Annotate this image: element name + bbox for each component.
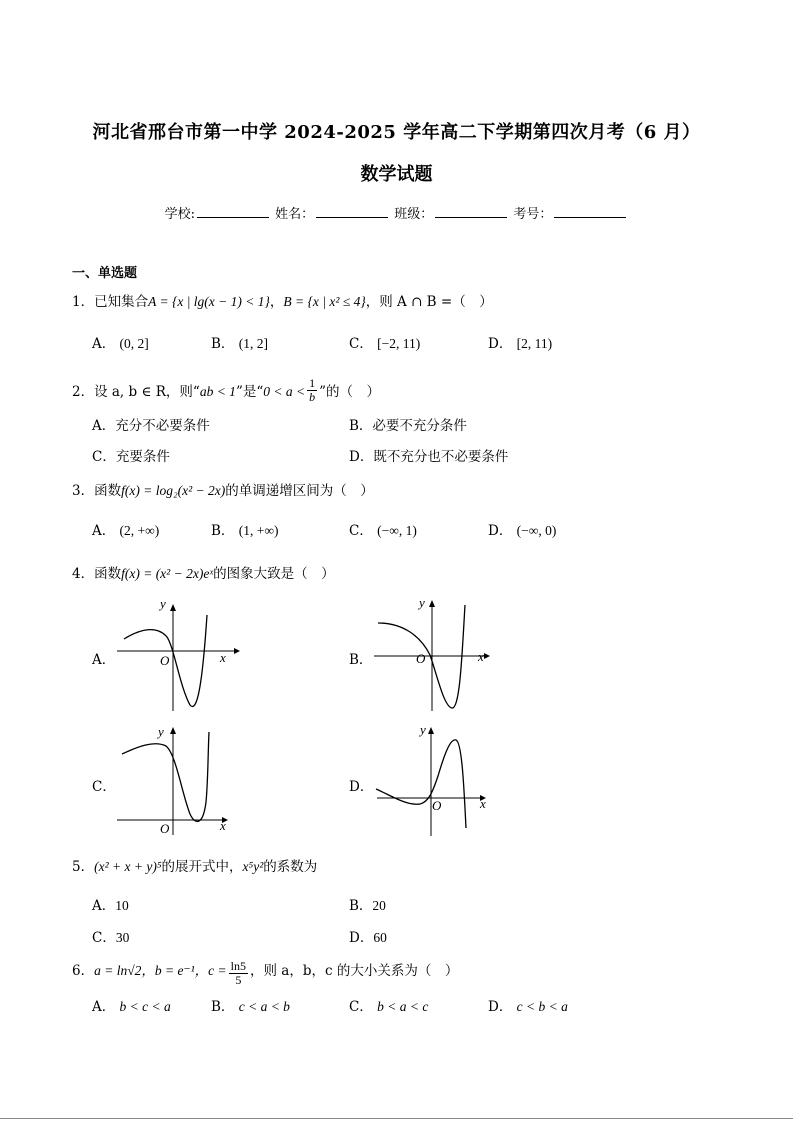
option-label: A． — [92, 898, 116, 914]
option-label: A． — [92, 418, 116, 434]
q4-graph-c[interactable] — [112, 722, 242, 838]
q3-option-c[interactable] — [349, 519, 417, 539]
curve — [122, 732, 209, 821]
option-value: (1, +∞) — [238, 523, 279, 538]
question-text: 设 a, b ∈ R，则“ — [94, 384, 200, 400]
option-label: D． — [488, 523, 513, 539]
option-value: [2, 11) — [516, 336, 553, 351]
question-text-end: 的图象大致是（ ） — [213, 566, 335, 582]
x-arrow — [484, 653, 490, 659]
q6-option-b[interactable] — [211, 995, 290, 1015]
question-number: 1． — [72, 294, 95, 310]
binomial-expression: (x² + x + y)⁵ — [94, 859, 162, 874]
option-label: A． — [92, 523, 116, 539]
question-5 — [72, 855, 317, 875]
q2-option-a[interactable] — [92, 414, 210, 434]
q5-option-b[interactable] — [349, 894, 386, 914]
option-value: (0, 2] — [119, 336, 149, 351]
y-arrow — [428, 727, 434, 734]
option-label: B． — [349, 898, 373, 914]
option-value: 既不充分也不必要条件 — [373, 449, 509, 465]
option-label: B． — [211, 999, 235, 1015]
question-number: 5． — [72, 859, 95, 875]
value-b: b = e⁻¹， — [154, 963, 209, 978]
name-label: 姓名： — [275, 207, 315, 222]
fraction-numerator: ln5 — [230, 959, 246, 973]
school-blank[interactable] — [197, 205, 269, 218]
question-text-end: ，则 a，b，c 的大小关系为（ ） — [249, 963, 459, 979]
y-label: y — [158, 724, 164, 739]
question-1 — [72, 290, 493, 310]
section-heading: 一、单选题 — [72, 266, 138, 281]
option-label: C． — [92, 930, 116, 946]
q1-option-c[interactable] — [349, 332, 420, 352]
q6-option-d[interactable] — [488, 995, 568, 1015]
q5-option-c[interactable] — [92, 926, 129, 946]
q6-option-a[interactable] — [92, 995, 171, 1015]
question-2 — [72, 376, 381, 406]
curve — [376, 740, 466, 828]
option-label: D． — [349, 449, 374, 465]
q5-option-d[interactable] — [349, 926, 387, 946]
option-value: 30 — [115, 930, 130, 945]
question-text-end: ，则 A ∩ B =（ ） — [365, 294, 493, 310]
y-label: y — [420, 722, 426, 737]
option-value: 必要不充分条件 — [372, 418, 467, 434]
condition-1: ab < 1 — [199, 384, 236, 399]
origin-label: O — [160, 821, 170, 836]
option-label: B． — [349, 418, 373, 434]
class-label: 班级： — [394, 207, 434, 222]
origin-label: O — [160, 653, 170, 668]
origin-label: O — [432, 798, 442, 813]
value-a: a = ln√2， — [94, 963, 155, 978]
number-label: 考号： — [513, 207, 553, 222]
question-3 — [72, 479, 374, 499]
page-title: 河北省邢台市第一中学 2024-2025 学年高二下学期第四次月考（6 月） — [92, 122, 701, 143]
option-value: (−∞, 1) — [377, 523, 417, 538]
option-label: C． — [349, 999, 373, 1015]
q6-option-c[interactable] — [349, 995, 428, 1015]
q4-option-a-label[interactable]: A． — [92, 652, 116, 668]
origin-label: O — [416, 651, 426, 666]
q3-option-b[interactable] — [211, 519, 278, 539]
question-text-end: 的系数为 — [263, 859, 318, 875]
q2-option-d[interactable] — [349, 445, 508, 465]
question-number: 6． — [72, 963, 95, 979]
option-value: b < c < a — [119, 999, 171, 1014]
question-text: 已知集合 — [94, 294, 149, 310]
option-label: B． — [211, 523, 235, 539]
option-label: A． — [92, 999, 116, 1015]
set-b: B = {x | x² ≤ 4} — [283, 294, 366, 309]
option-label: C． — [349, 336, 373, 352]
y-arrow — [170, 727, 176, 734]
value-c: c = — [208, 963, 227, 978]
function-expression: f(x) = (x² − 2x)eˣ — [121, 566, 214, 581]
x-label: x — [478, 649, 484, 664]
x-label: x — [220, 650, 226, 665]
number-blank[interactable] — [554, 205, 626, 218]
function-expression: f(x) = log₂(x² − 2x) — [121, 483, 226, 498]
school-label: 学校: — [164, 207, 195, 222]
q1-option-b[interactable] — [211, 332, 268, 352]
option-value: (−∞, 0) — [516, 523, 557, 538]
fraction-numerator: 1 — [309, 376, 316, 390]
option-value: 充分不必要条件 — [115, 418, 210, 434]
name-blank[interactable] — [316, 205, 388, 218]
class-blank[interactable] — [435, 205, 507, 218]
question-text: 的展开式中， — [161, 859, 243, 875]
option-value: (2, +∞) — [119, 523, 160, 538]
q2-option-b[interactable] — [349, 414, 467, 434]
y-label: y — [419, 595, 425, 610]
option-value: [−2, 11) — [377, 336, 421, 351]
q4-graph-a[interactable] — [112, 595, 242, 713]
x-arrow — [234, 648, 240, 654]
question-number: 3． — [72, 483, 95, 499]
question-text-end: ”的（ ） — [319, 384, 381, 400]
option-value: 60 — [373, 930, 387, 945]
question-number: 2． — [72, 384, 95, 400]
option-value: 20 — [372, 898, 386, 913]
question-number: 4． — [72, 566, 95, 582]
x-label: x — [480, 796, 486, 811]
set-a: A = {x | lg(x − 1) < 1} — [148, 294, 270, 309]
option-label: D． — [488, 336, 513, 352]
q4-option-c-label[interactable]: C． — [92, 779, 116, 795]
option-value: c < b < a — [516, 999, 568, 1014]
q3-option-a[interactable] — [92, 519, 159, 539]
option-value: 10 — [115, 898, 129, 913]
q1-option-a[interactable] — [92, 332, 149, 352]
q3-option-d[interactable] — [488, 519, 556, 539]
question-text-end: 的单调递增区间为（ ） — [225, 483, 374, 499]
option-label: C． — [349, 523, 373, 539]
separator: ， — [269, 294, 284, 310]
option-label: C． — [92, 449, 116, 465]
q4-option-b-label[interactable]: B． — [349, 652, 373, 668]
option-value: (1, 2] — [238, 336, 268, 351]
term: x⁵y² — [242, 859, 264, 874]
q4-graph-d[interactable] — [372, 718, 502, 838]
option-value: 充要条件 — [115, 449, 170, 465]
question-text: 函数 — [94, 566, 122, 582]
question-4 — [72, 562, 335, 582]
option-label: D． — [488, 999, 513, 1015]
condition-2: 0 < a < — [263, 384, 306, 399]
student-info-line — [0, 203, 793, 222]
page-bottom-divider — [0, 1118, 793, 1119]
fraction-ln5-over-5 — [229, 960, 248, 987]
option-label: A． — [92, 336, 116, 352]
y-label: y — [160, 596, 166, 611]
q5-option-a[interactable] — [92, 894, 129, 914]
option-label: B． — [211, 336, 235, 352]
q4-graph-b[interactable] — [372, 595, 502, 713]
q2-option-c[interactable] — [92, 445, 170, 465]
option-value: c < a < b — [238, 999, 290, 1014]
y-arrow — [170, 604, 176, 611]
question-text-mid: ”是“ — [235, 384, 264, 400]
fraction-denominator: 5 — [235, 973, 242, 987]
option-label: D． — [349, 930, 374, 946]
fraction-denominator: b — [309, 390, 316, 404]
q1-option-d[interactable] — [488, 332, 552, 352]
question-text: 函数 — [94, 483, 122, 499]
option-value: b < a < c — [377, 999, 429, 1014]
y-arrow — [429, 600, 435, 607]
q4-option-d-label[interactable]: D． — [349, 779, 374, 795]
fraction-1-over-b — [307, 377, 317, 404]
x-label: x — [220, 818, 226, 833]
page-subtitle: 数学试题 — [360, 164, 433, 185]
question-6 — [72, 958, 458, 985]
